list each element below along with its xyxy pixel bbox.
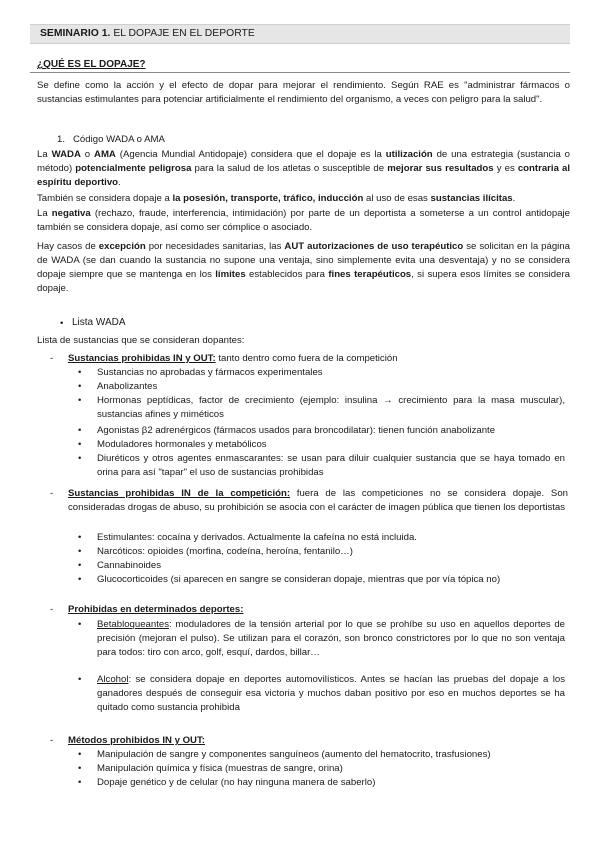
list-item: Cannabinoides <box>97 560 162 571</box>
bullet-icon: • <box>78 367 82 378</box>
bullet-icon: • <box>78 425 82 436</box>
list-item: Estimulantes: cocaína y derivados. Actualmente la cafeína no está incluida. <box>97 532 417 543</box>
item-title: Código WADA o AMA <box>73 134 165 145</box>
dash-marker: - <box>50 353 54 364</box>
bullet-icon: • <box>78 395 82 406</box>
item-number: 1. <box>57 134 66 145</box>
dash-marker: - <box>50 488 54 499</box>
list-item: Manipulación química y física (muestras de sangre, orina) <box>97 763 343 774</box>
bullet-icon: • <box>78 381 82 392</box>
seminar-heading <box>30 24 570 44</box>
list-item: Hormonas peptídicas, factor de crecimiento (ejemplo: insulina → crecimiento para la masa muscular), sustancias afines y miméticos <box>97 395 565 420</box>
bullet-icon: • <box>78 674 82 685</box>
list-item: Narcóticos: opioides (morfina, codeína, heroína, fentanilo…) <box>97 546 353 557</box>
wada-definition-paragraph: La WADA o AMA (Agencia Mundial Antidopaje) considera que el dopaje es la utilización de una estrategia (sustancia o método) potencialmente peligrosa para la salud de los atletas o susceptible de mejorar sus resultados y es contraria al espíritu deportivo. <box>37 149 571 188</box>
lista-wada-title: Lista WADA <box>72 317 126 328</box>
bullet-icon: • <box>78 574 82 585</box>
list-item: Moduladores hormonales y metabólicos <box>97 439 267 450</box>
section-divider <box>30 72 570 73</box>
group-sports-heading: Prohibidas en determinados deportes: <box>68 604 244 615</box>
seminar-heading-text: SEMINARIO 1. EL DOPAJE EN EL DEPORTE <box>40 28 255 39</box>
exception-paragraph: Hay casos de excepción por necesidades sanitarias, las AUT autorizaciones de uso terapéutico se solicitan en la página de WADA (se dan cuando la sustancia no supone una ventaja, sino simplemente evita una desventaja) y no se considera dopaje siempre que se mantenga en los límites establecidos para fines terapéuticos, si supera esos límites se considera dopaje. <box>37 241 570 294</box>
dash-marker: - <box>50 604 54 615</box>
section-title: ¿QUÉ ES EL DOPAJE? <box>37 59 146 70</box>
dash-marker: - <box>50 735 54 746</box>
list-item: Agonistas β2 adrenérgicos (fármacos usados para broncodilatar): tienen función anabolizante <box>97 425 496 436</box>
list-item: Sustancias no aprobadas y fármacos experimentales <box>97 367 323 378</box>
lista-intro: Lista de sustancias que se consideran dopantes: <box>37 335 245 346</box>
bullet-icon: • <box>60 318 64 329</box>
possession-paragraph: También se considera dopaje a la posesión, transporte, tráfico, inducción al uso de esas sustancias ilícitas. <box>37 193 516 204</box>
bullet-icon: • <box>78 619 82 630</box>
bullet-icon: • <box>78 560 82 571</box>
group-methods-heading: Métodos prohibidos IN y OUT: <box>68 735 205 746</box>
list-item: Anabolizantes <box>97 381 158 392</box>
list-item: Dopaje genético y de celular (no hay ninguna manera de saberlo) <box>97 777 376 788</box>
group-in-out-heading: Sustancias prohibidas IN y OUT: tanto dentro como fuera de la competición <box>68 353 398 364</box>
list-item: Glucocorticoides (si aparecen en sangre se consideran dopaje, mientras que por vía tópica no) <box>97 574 501 585</box>
bullet-icon: • <box>78 453 82 464</box>
list-item: Manipulación de sangre y componentes sanguíneos (aumento del hematocrito, trasfusiones) <box>97 749 491 760</box>
bullet-icon: • <box>78 439 82 450</box>
list-item: Diuréticos y otros agentes enmascarantes: se usan para diluir cualquier sustancia que se haya tomado en orina para así "tapar" el uso de sustancias prohibidas <box>97 453 565 478</box>
bullet-icon: • <box>78 532 82 543</box>
bullet-icon: • <box>78 749 82 760</box>
bullet-icon: • <box>78 763 82 774</box>
group-in-heading: Sustancias prohibidas IN de la competición: fuera de las competiciones no se considera dopaje. Son consideradas drogas de abuso, su prohibición se asocia con el carácter de imagen pública que tienen los deportistas <box>68 488 569 513</box>
bullet-icon: • <box>78 777 82 788</box>
refusal-paragraph: La negativa (rechazo, fraude, interferencia, intimidación) por parte de un deportista a someterse a un control antidopaje también se considera dopaje, así como ser cómplice o asociado. <box>37 208 570 233</box>
list-item: Betabloqueantes: moduladores de la tensión arterial por lo que se prohíbe su uso en aquellos deportes de precisión (mejoran el pulso). Se utilizan para el corazón, son bronco constrictores por lo que no son ventaja para todos: tiro con arco, golf, esquí, dardos, billar… <box>97 619 565 658</box>
list-item: Alcohol: se considera dopaje en deportes automovilísticos. Antes se hacían las pruebas del dopaje a los ganadores después de conseguir esa victoria y muchos daban positivo por eso en muchos deportes se ha quitado como sustancia prohibida <box>97 674 565 713</box>
intro-paragraph: Se define como la acción y el efecto de dopar para mejorar el rendimiento. Según RAE es "administrar fármacos o sustancias estimulantes para potenciar artificialmente el rendimiento del organismo, a veces con peligro para la salud". <box>37 80 570 105</box>
bullet-icon: • <box>78 546 82 557</box>
